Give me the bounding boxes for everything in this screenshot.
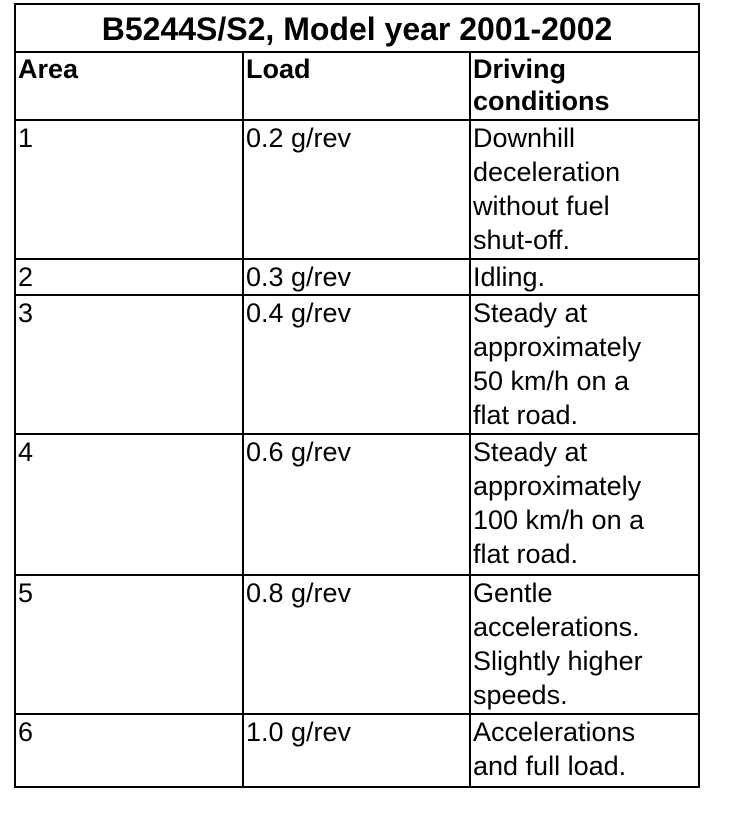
area-cell: 3 [15, 295, 243, 434]
conditions-cell [470, 259, 699, 295]
conditions-cell [470, 120, 699, 259]
table-row [15, 120, 699, 259]
conditions-text: Steady at approximately 50 km/h on a flat road. [473, 298, 642, 430]
area-cell: 6 [15, 714, 243, 787]
table-title: B5244S/S2, Model year 2001-2002 [15, 4, 699, 52]
conditions-text: Gentle accelerations. Slightly higher speeds. [473, 578, 643, 710]
area-cell: 5 [15, 575, 243, 714]
conditions-cell [470, 434, 699, 575]
area-cell: 1 [15, 120, 243, 259]
conditions-text: Steady at approximately 100 km/h on a flat road. [473, 437, 645, 569]
table-row [15, 295, 699, 434]
area-cell: 4 [15, 434, 243, 575]
conditions-cell [470, 295, 699, 434]
load-cell: 0.4 g/rev [243, 295, 470, 434]
load-table [14, 3, 700, 788]
table-row [15, 434, 699, 575]
conditions-cell [470, 714, 699, 787]
area-cell: 2 [15, 259, 243, 295]
table-header-row [15, 52, 699, 120]
table-title-row [15, 4, 699, 52]
header-driving-conditions-label: Driving conditions [473, 54, 610, 116]
load-table-container [14, 3, 700, 788]
header-area: Area [15, 52, 243, 120]
load-cell: 0.6 g/rev [243, 434, 470, 575]
load-cell: 1.0 g/rev [243, 714, 470, 787]
load-cell: 0.3 g/rev [243, 259, 470, 295]
conditions-cell [470, 575, 699, 714]
header-load: Load [243, 52, 470, 120]
table-row [15, 575, 699, 714]
conditions-text: Idling. [473, 262, 546, 292]
load-cell: 0.2 g/rev [243, 120, 470, 259]
table-row [15, 714, 699, 787]
conditions-text: Accelerations and full load. [473, 717, 636, 781]
conditions-text: Downhill deceleration without fuel shut-off. [473, 123, 621, 255]
load-cell: 0.8 g/rev [243, 575, 470, 714]
header-driving-conditions [470, 52, 699, 120]
table-row [15, 259, 699, 295]
